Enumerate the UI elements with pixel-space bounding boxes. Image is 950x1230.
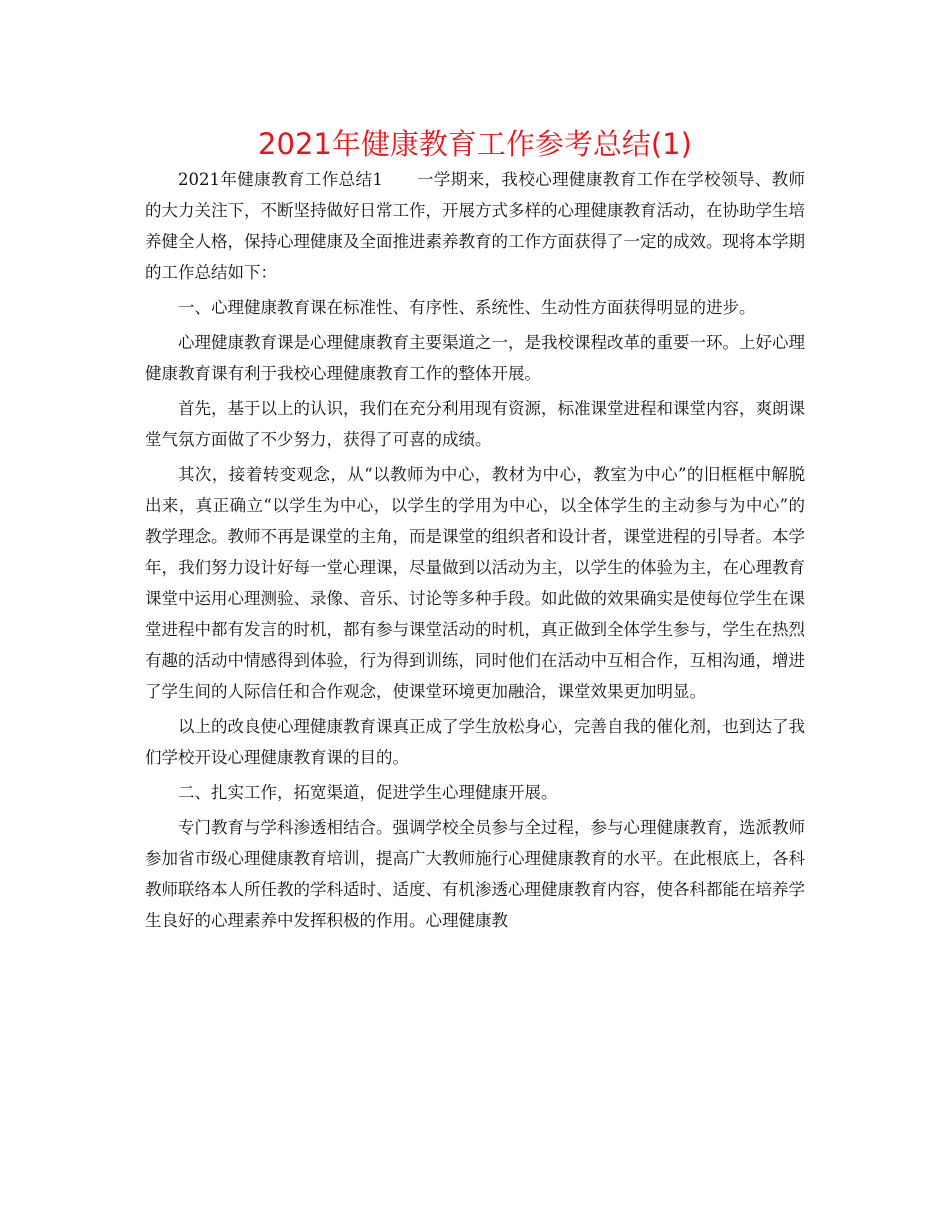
document-body bbox=[145, 164, 805, 940]
paragraph-4: 首先，基于以上的认识，我们在充分利用现有资源，标准课堂进程和课堂内容，爽朗课堂气氛方面做了不少努力，获得了可喜的成绩。 bbox=[145, 399, 805, 449]
paragraph-8: 专门教育与学科渗透相结合。强调学校全员参与全过程，参与心理健康教育，选派教师参加省市级心理健康教育培训，提高广大教师施行心理健康教育的水平。在此根底上，各科教师联络本人所任教的学科适时、适度、有机渗透心理健康教育内容，使各科都能在培养学生良好的心理素养中发挥积极的作用。心理健康教 bbox=[145, 818, 805, 930]
paragraph-7: 二、扎实工作，拓宽渠道，促进学生心理健康开展。 bbox=[178, 783, 558, 802]
paragraph-6: 以上的改良使心理健康教育课真正成了学生放松身心，完善自我的催化剂，也到达了我们学校开设心理健康教育课的目的。 bbox=[145, 717, 805, 767]
paragraph-1: 2021年健康教育工作总结1 一学期来，我校心理健康教育工作在学校领导、教师的大力关注下，不断坚持做好日常工作，开展方式多样的心理健康教育活动，在协助学生培养健全人格，保持心理健康及全面推进素养教育的工作方面获得了一定的成效。现将本学期的工作总结如下： bbox=[145, 170, 805, 282]
document-title: 2021年健康教育工作参考总结(1) bbox=[258, 127, 692, 161]
paragraph-5: 其次，接着转变观念，从“以教师为中心，教材为中心，教室为中心”的旧框框中解脱出来，真正确立“以学生为中心，以学生的学用为中心，以全体学生的主动参与为中心”的教学理念。教师不再是课堂的主角，而是课堂的组织者和设计者，课堂进程的引导者。本学年，我们努力设计好每一堂心理课，尽量做到以活动为主，以学生的体验为主，在心理教育课堂中运用心理测验、录像、音乐、讨论等多种手段。如此做的效果确实是使每位学生在课堂进程中都有发言的时机，都有参与课堂活动的时机，真正做到全体学生参与，学生在热烈有趣的活动中情感得到体验，行为得到训练，同时他们在活动中互相合作，互相沟通，增进了学生间的人际信任和合作观念，使课堂环境更加融洽，课堂效果更加明显。 bbox=[145, 465, 805, 701]
paragraph-3: 心理健康教育课是心理健康教育主要渠道之一，是我校课程改革的重要一环。上好心理健康教育课有利于我校心理健康教育工作的整体开展。 bbox=[145, 333, 805, 383]
paragraph-2: 一、心理健康教育课在标准性、有序性、系统性、生动性方面获得明显的进步。 bbox=[178, 298, 756, 317]
